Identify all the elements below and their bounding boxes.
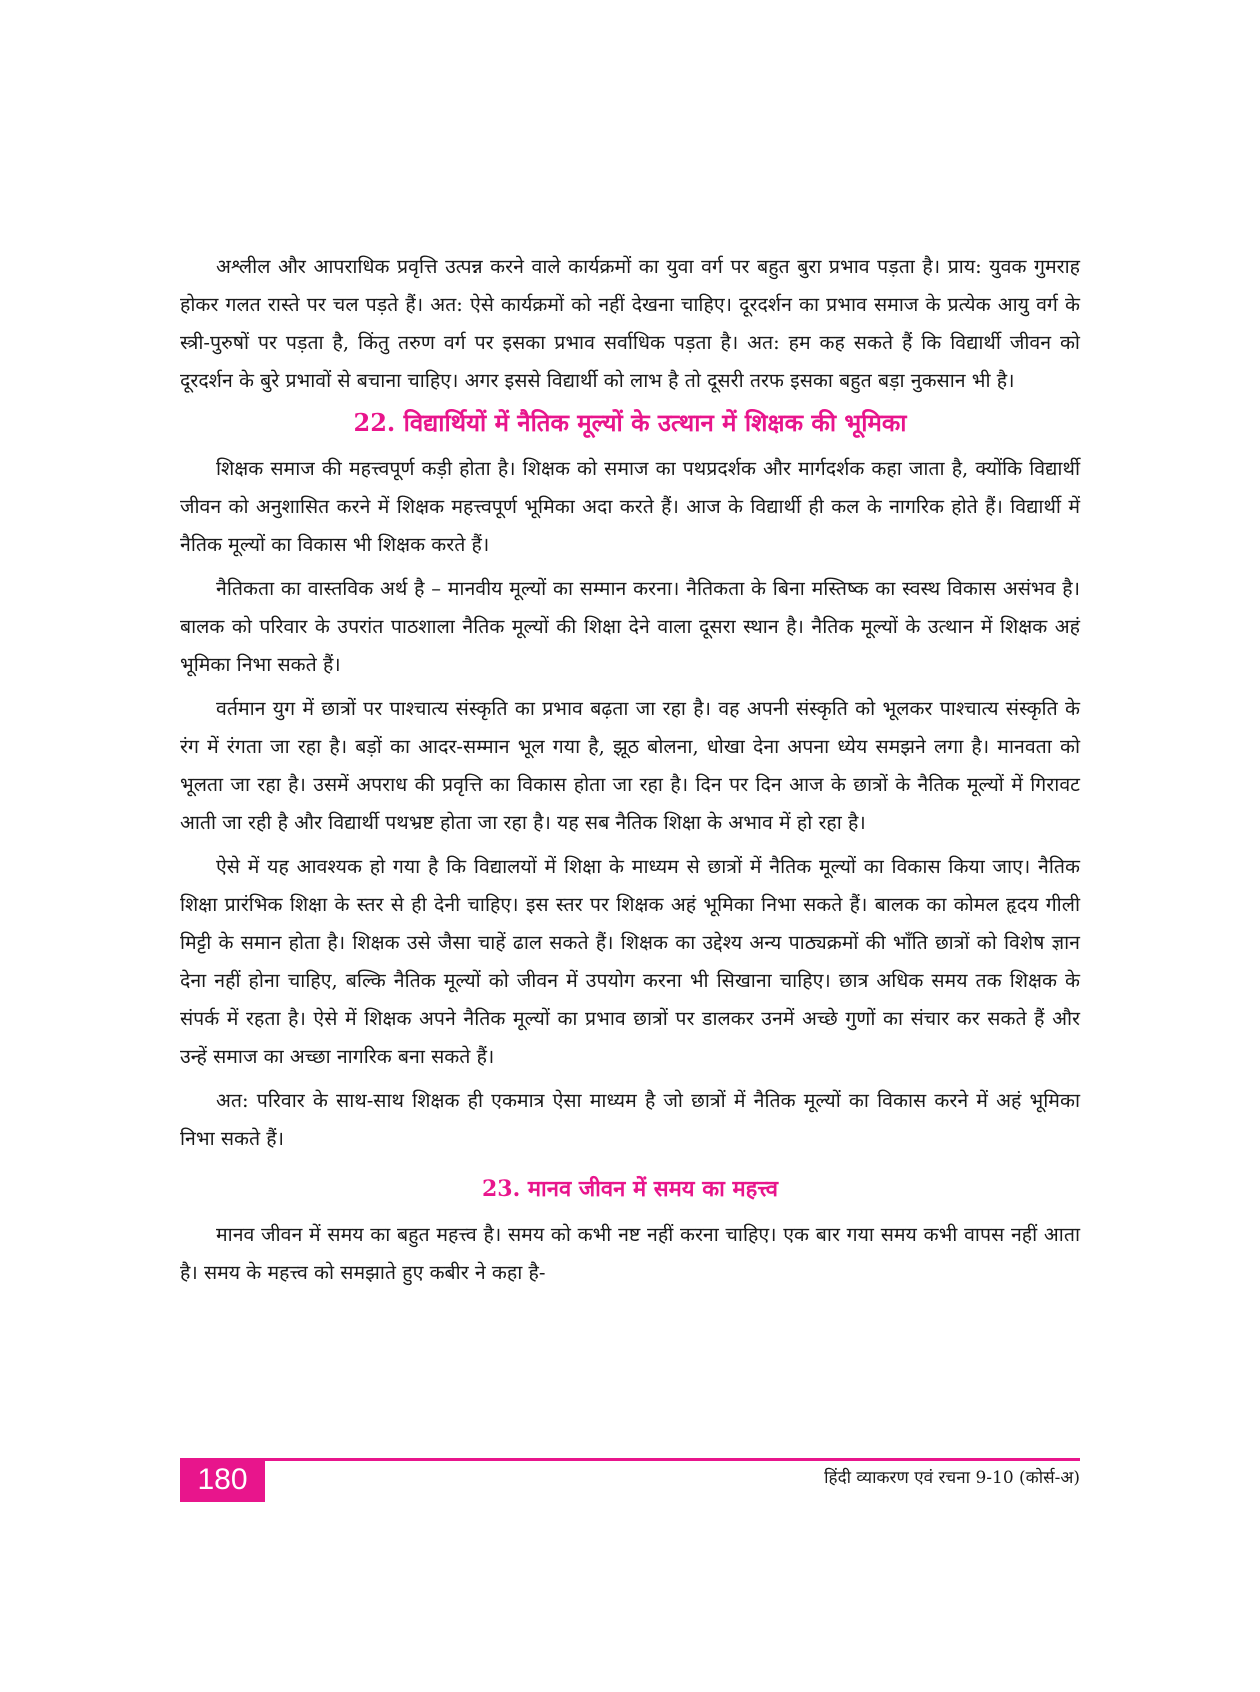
footer-divider: [180, 1458, 1080, 1461]
book-title-footer: हिंदी व्याकरण एवं रचना 9-10 (कोर्स-अ): [824, 1468, 1080, 1488]
section-22-paragraph-1: शिक्षक समाज की महत्त्वपूर्ण कड़ी होता है। शिक्षक को समाज का पथप्रदर्शक और मार्गदर्शक कहा जाता है, क्योंकि विद्यार्थी जीवन को अनुशासित करने में शिक्षक महत्त्वपूर्ण भूमिका अदा करते हैं। आज के विद्यार्थी ही कल के नागरिक होते हैं। विद्यार्थी में नैतिक मूल्यों का विकास भी शिक्षक करते हैं।: [180, 457, 1080, 556]
section-23-paragraph-1: मानव जीवन में समय का बहुत महत्त्व है। समय को कभी नष्ट नहीं करना चाहिए। एक बार गया समय कभी वापस नहीं आता है। समय के महत्त्व को समझाते हुए कबीर ने कहा है-: [180, 1223, 1080, 1284]
section-22-paragraph-5: अत: परिवार के साथ-साथ शिक्षक ही एकमात्र ऐसा माध्यम है जो छात्रों में नैतिक मूल्यों का विकास करने में अहं भूमिका निभा सकते हैं।: [180, 1089, 1080, 1150]
section-22-paragraph-2: नैतिकता का वास्तविक अर्थ है – मानवीय मूल्यों का सम्मान करना। नैतिकता के बिना मस्तिष्क का स्वस्थ विकास असंभव है। बालक को परिवार के उपरांत पाठशाला नैतिक मूल्यों की शिक्षा देने वाला दूसरा स्थान है। नैतिक मूल्यों के उत्थान में शिक्षक अहं भूमिका निभा सकते हैं।: [180, 577, 1080, 676]
section-22-paragraph-3: वर्तमान युग में छात्रों पर पाश्चात्य संस्कृति का प्रभाव बढ़ता जा रहा है। वह अपनी संस्कृति को भूलकर पाश्चात्य संस्कृति के रंग में रंगता जा रहा है। बड़ों का आदर-सम्मान भूल गया है, झूठ बोलना, धोखा देना अपना ध्येय समझने लगा है। मानवता को भूलता जा रहा है। उसमें अपराध की प्रवृत्ति का विकास होता जा रहा है। दिन पर दिन आज के छात्रों के नैतिक मूल्यों में गिरावट आती जा रही है और विद्यार्थी पथभ्रष्ट होता जा रहा है। यह सब नैतिक शिक्षा के अभाव में हो रहा है।: [180, 697, 1080, 834]
page-number: 180: [180, 1458, 265, 1502]
section-22-paragraph-4: ऐसे में यह आवश्यक हो गया है कि विद्यालयों में शिक्षा के माध्यम से छात्रों में नैतिक मूल्यों का विकास किया जाए। नैतिक शिक्षा प्रारंभिक शिक्षा के स्तर से ही देनी चाहिए। इस स्तर पर शिक्षक अहं भूमिका निभा सकते हैं। बालक का कोमल हृदय गीली मिट्टी के समान होता है। शिक्षक उसे जैसा चाहें ढाल सकते हैं। शिक्षक का उद्देश्य अन्य पाठ्यक्रमों की भाँति छात्रों को विशेष ज्ञान देना नहीं होना चाहिए, बल्कि नैतिक मूल्यों को जीवन में उपयोग करना भी सिखाना चाहिए। छात्र अधिक समय तक शिक्षक के संपर्क में रहता है। ऐसे में शिक्षक अपने नैतिक मूल्यों का प्रभाव छात्रों पर डालकर उनमें अच्छे गुणों का संचार कर सकते हैं और उन्हें समाज का अच्छा नागरिक बना सकते हैं।: [180, 855, 1080, 1068]
section-22-heading: 22. विद्यार्थियों में नैतिक मूल्यों के उत्थान में शिक्षक की भूमिका: [353, 408, 907, 437]
page-content: [180, 248, 1080, 1298]
section-23-heading: 23. मानव जीवन में समय का महत्त्व: [481, 1176, 779, 1202]
intro-paragraph: अश्लील और आपराधिक प्रवृत्ति उत्पन्न करने वाले कार्यक्रमों का युवा वर्ग पर बहुत बुरा प्रभाव पड़ता है। प्राय: युवक गुमराह होकर गलत रास्ते पर चल पड़ते हैं। अत: ऐसे कार्यक्रमों को नहीं देखना चाहिए। दूरदर्शन का प्रभाव समाज के प्रत्येक आयु वर्ग के स्त्री-पुरुषों पर पड़ता है, किंतु तरुण वर्ग पर इसका प्रभाव सर्वाधिक पड़ता है। अत: हम कह सकते हैं कि विद्यार्थी जीवन को दूरदर्शन के बुरे प्रभावों से बचाना चाहिए। अगर इससे विद्यार्थी को लाभ है तो दूसरी तरफ इसका बहुत बड़ा नुकसान भी है।: [180, 255, 1080, 392]
